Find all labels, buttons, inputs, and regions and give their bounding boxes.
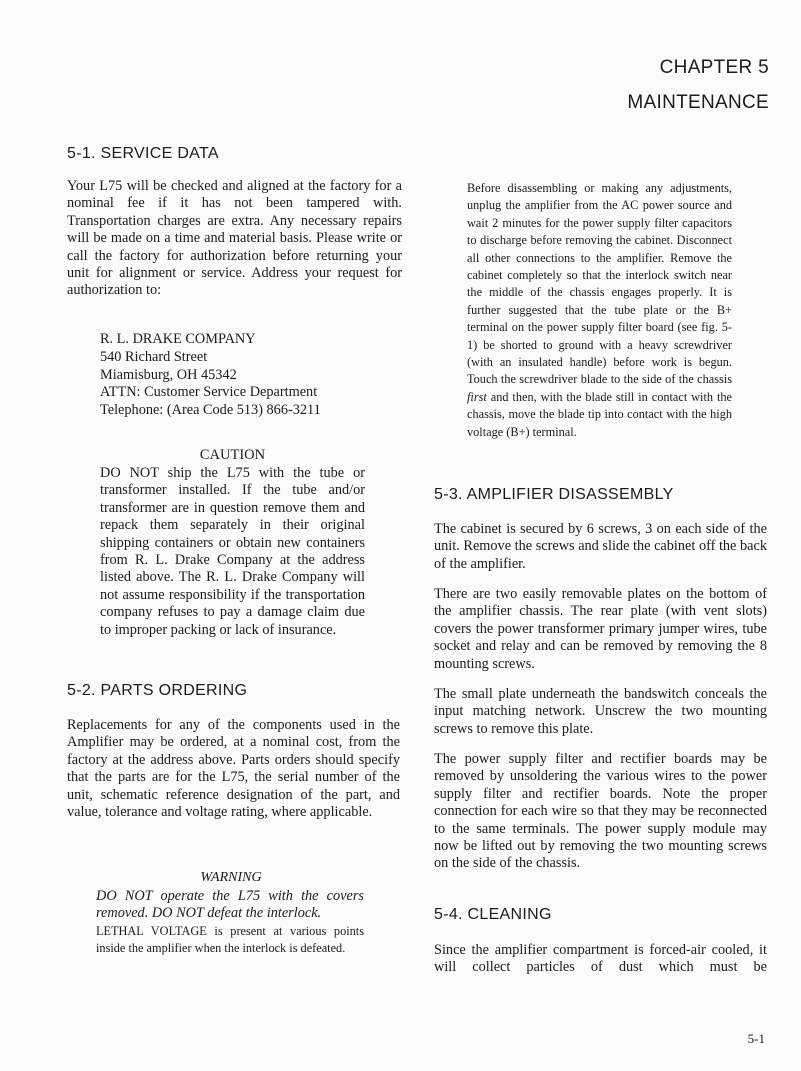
- page-number: 5-1: [747, 1031, 765, 1046]
- precaution-text-post: and then, with the blade still in contact with the chassis, move the blade tip into contact with the high voltage (B+) terminal.: [467, 389, 732, 439]
- company-address: [100, 331, 321, 420]
- service-data-paragraph: Your L75 will be checked and aligned at the factory for a nominal fee if it has not been tampered with. Transportation charges are extra. Any necessary repairs will be made on a time and material basis. Please write or call the factory for authorization before returning your unit for alignment or service. Address your request for authorization to:: [67, 178, 402, 299]
- chapter-header: [627, 50, 769, 120]
- disassembly-paragraph-cabinet: The cabinet is secured by 6 screws, 3 on each side of the unit. Remove the screws and slide the cabinet off the back of the amplifier.: [434, 521, 767, 572]
- section-heading-parts-ordering: 5-2. PARTS ORDERING: [67, 682, 248, 699]
- chapter-number: CHAPTER 5: [659, 57, 769, 78]
- disassembly-paragraph-small-plate: The small plate underneath the bandswitch conceals the input matching network. Unscrew the two mounting screws to remove this plate.: [434, 686, 767, 737]
- disassembly-paragraph-power-supply: The power supply filter and rectifier boards may be removed by unsoldering the various wires to the power supply filter and rectifier boards. Note the proper connection for each wire so that they may be reconnected to the same terminals. The power supply module may now be lifted out by removing the two mounting screws on the side of the chassis.: [434, 751, 767, 872]
- disassembly-precaution-text: [467, 180, 732, 441]
- cleaning-paragraph: Since the amplifier compartment is forced-air cooled, it will collect particles of dust which must be: [434, 942, 767, 976]
- address-line: ATTN: Customer Service Department: [100, 384, 318, 401]
- precaution-text-pre: Before disassembling or making any adjustments, unplug the amplifier from the AC power source and wait 2 minutes for the power supply filter capacitors to discharge before removing the cabinet. Disconnect all other connections to the amplifier. Remove the cabinet completely so that the interlock switch near the middle of the chassis engages properly. It is further suggested that the tube plate or the B+ terminal on the power supply filter board (see fig. 5-1) be shorted to ground with a heavy screwdriver (with an insulated handle) before work is begun. Touch the screwdriver blade to the side of the chassis: [467, 181, 732, 387]
- warning-title: WARNING: [200, 870, 262, 885]
- disassembly-paragraph-bottom-plates: There are two easily removable plates on the bottom of the amplifier chassis. The rear plate (with vent slots) covers the power transformer primary jumper wires, tube socket and relay and can be removed by removing the 8 mounting screws.: [434, 586, 767, 672]
- chapter-title: MAINTENANCE: [627, 92, 769, 113]
- precaution-text-emphasis: first: [467, 389, 487, 404]
- caution-title: CAUTION: [199, 447, 266, 463]
- address-line: 540 Richard Street: [100, 348, 208, 365]
- address-line: Telephone: (Area Code 513) 866-3211: [100, 402, 321, 419]
- section-heading-cleaning: 5-4. CLEANING: [434, 906, 552, 923]
- caution-text: DO NOT ship the L75 with the tube or transformer installed. If the tube and/or transformer are in question remove them and repack them separately in their original shipping containers or obtain new containers from R. L. Drake Company at the address listed above. The R. L. Drake Company will not assume responsibility if the transportation company refuses to pay a damage claim due to improper packing or lack of insurance.: [100, 465, 365, 638]
- section-heading-amplifier-disassembly: 5-3. AMPLIFIER DISASSEMBLY: [434, 486, 674, 503]
- section-heading-service-data: 5-1. SERVICE DATA: [67, 145, 219, 162]
- address-line: R. L. DRAKE COMPANY: [100, 331, 256, 347]
- warning-text: LETHAL VOLTAGE is present at various points inside the amplifier when the interlock is defeated.: [96, 924, 364, 956]
- parts-ordering-paragraph: Replacements for any of the components used in the Amplifier may be ordered, at a nominal cost, from the factory at the address above. Parts orders should specify that the parts are for the L75, the serial number of the unit, schematic reference designation of the part, and value, tolerance and voltage rating, where applicable.: [67, 717, 400, 821]
- address-line: Miamisburg, OH 45342: [100, 366, 237, 383]
- warning-text-italic: DO NOT operate the L75 with the covers removed. DO NOT defeat the interlock.: [96, 888, 364, 922]
